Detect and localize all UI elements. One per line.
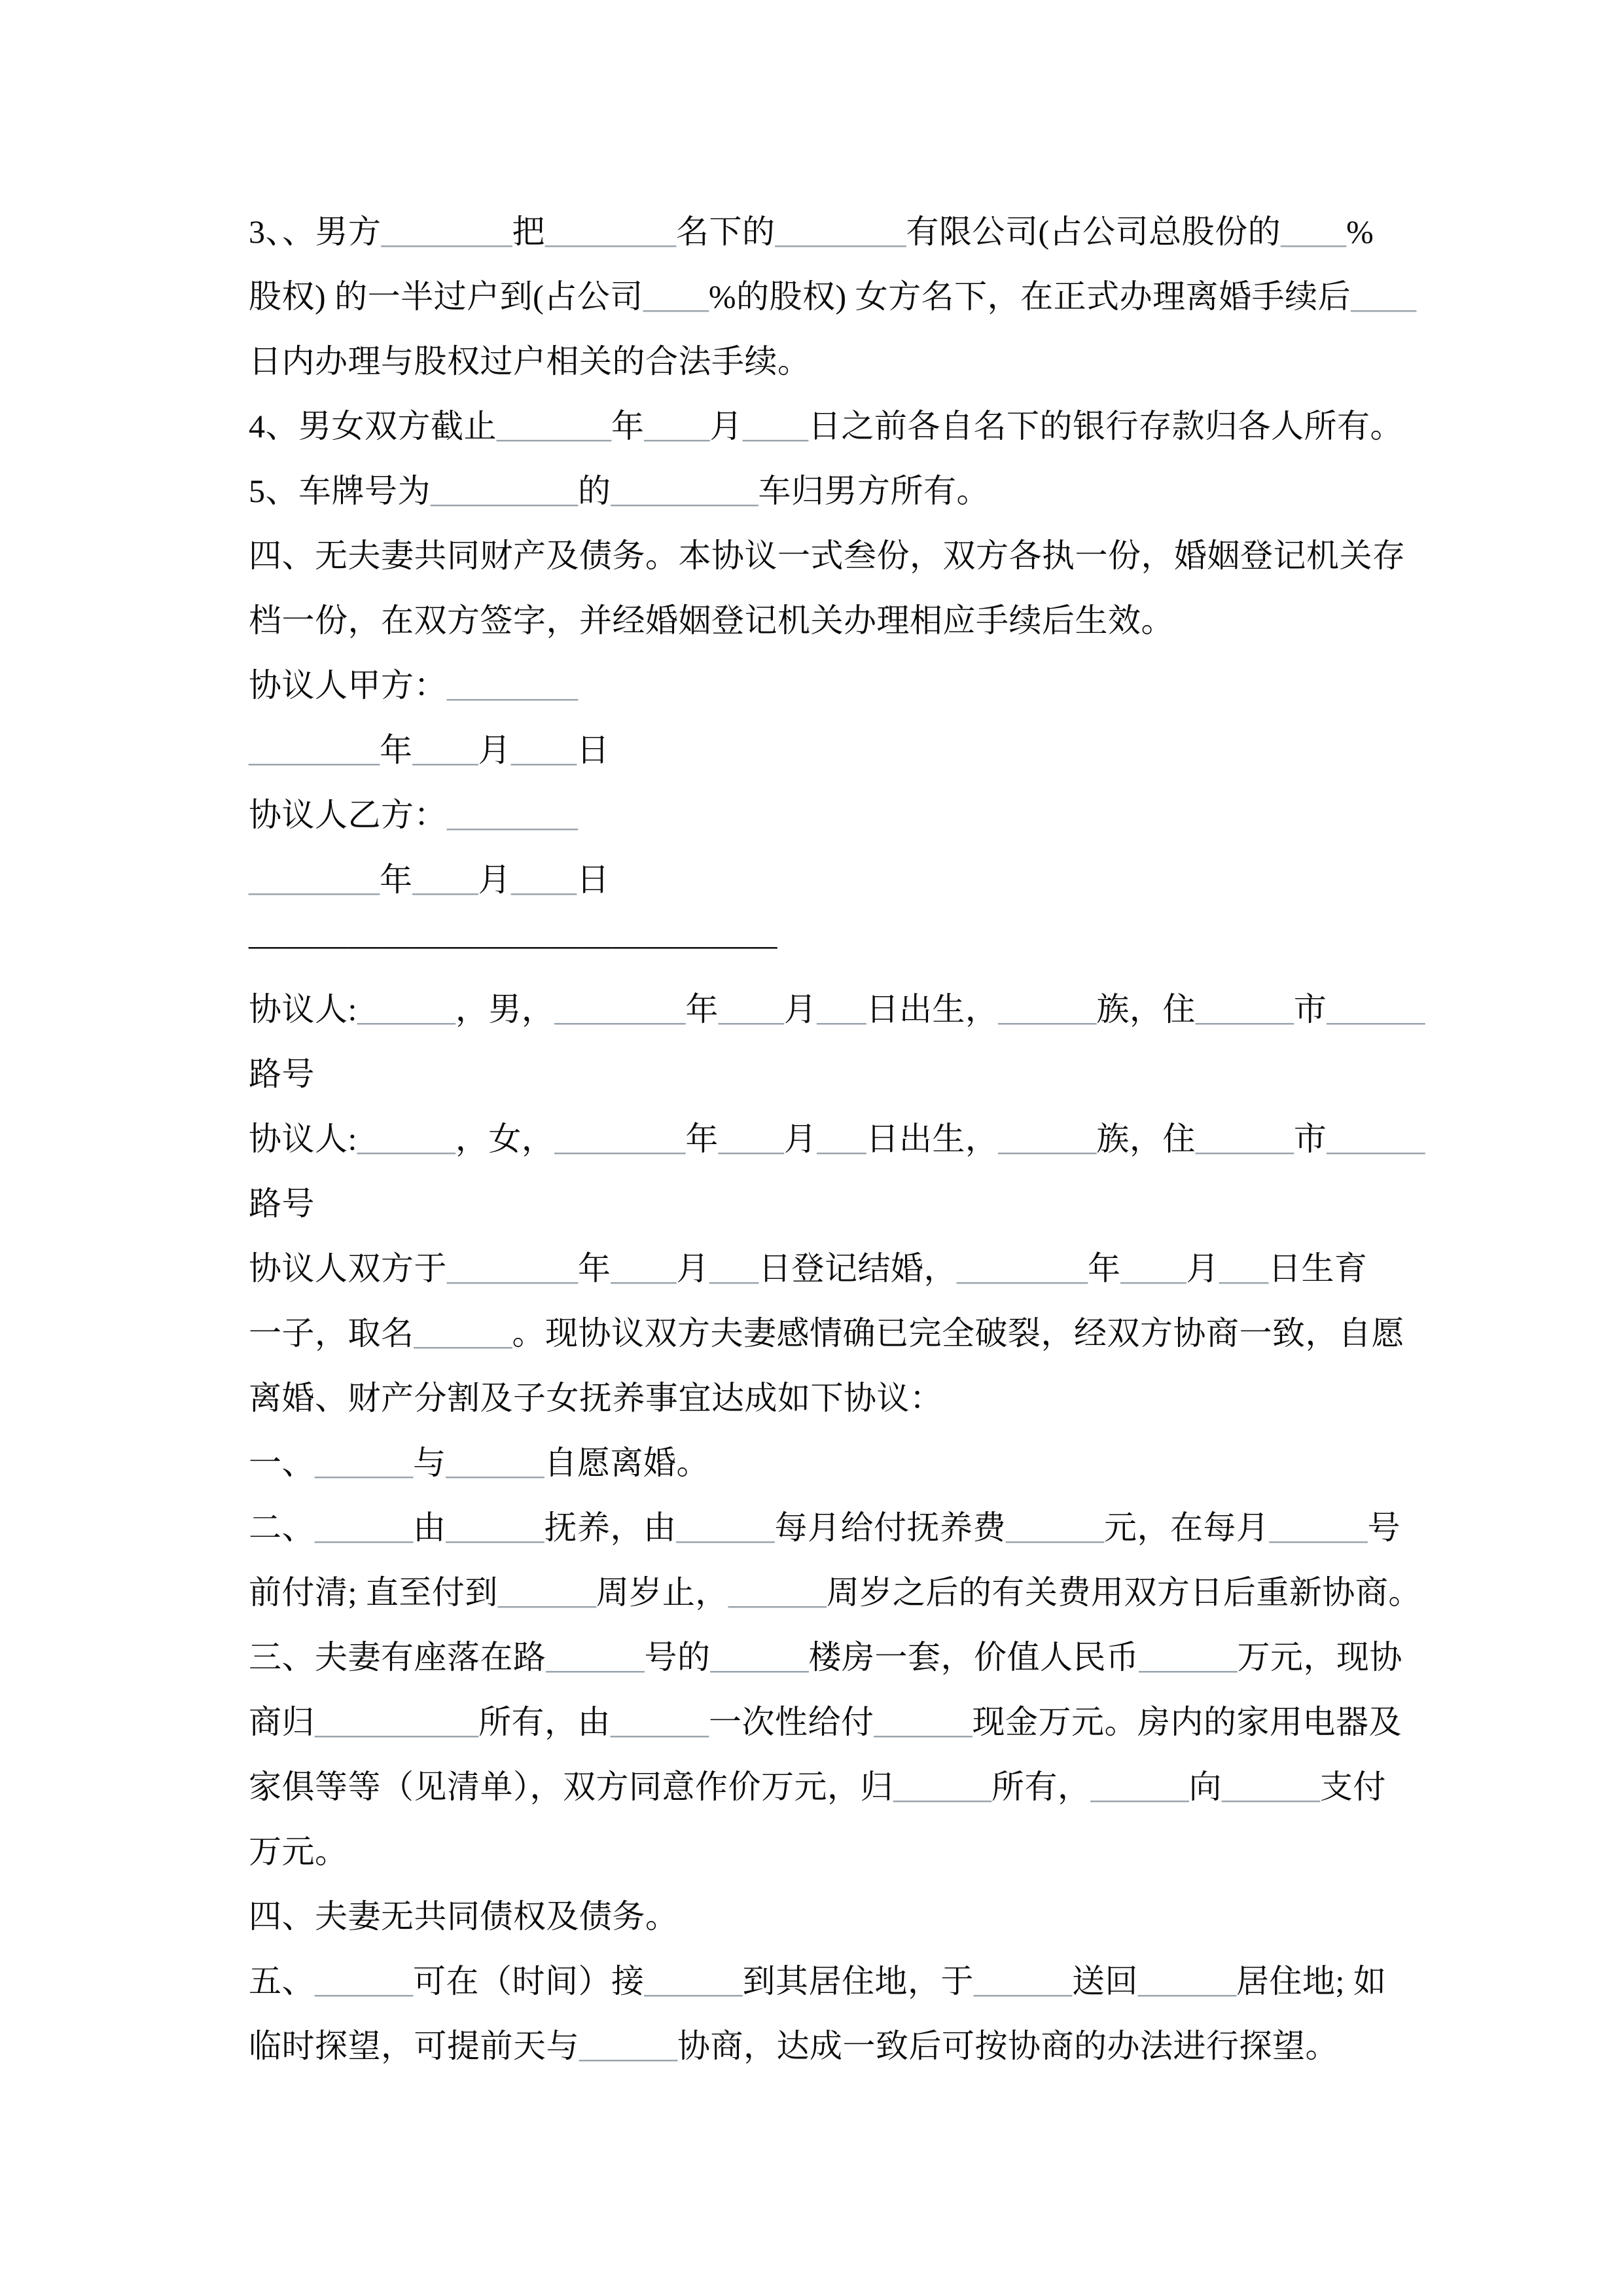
text-segment: 车归男方所有。 <box>758 473 990 509</box>
text-segment: 。现协议双方夫妻感情确已完全破裂，经双方协商一致，自愿 <box>512 1315 1404 1352</box>
text-segment: 日 <box>577 732 610 768</box>
text-segment: 送回 <box>1072 1963 1138 2000</box>
blank-field: ______ <box>1006 1509 1104 1546</box>
text-segment: 协议人双方于 <box>249 1250 447 1287</box>
text-segment: 可在（时间）接 <box>413 1963 645 2000</box>
text-segment: 到其居住地，于 <box>742 1963 974 2000</box>
blank-field: ______ <box>1269 1509 1368 1546</box>
blank-field: ______ <box>728 1574 827 1611</box>
blank-field: ______ <box>1327 991 1425 1028</box>
blank-field: ____ <box>718 991 784 1028</box>
blank-field: ______ <box>414 1315 512 1352</box>
text-segment: 市 <box>1293 991 1327 1028</box>
text-segment: 日出生， <box>866 991 999 1028</box>
doc-line <box>249 1172 1387 1236</box>
blank-field: _________ <box>611 473 758 509</box>
text-segment: 月 <box>1186 1250 1219 1287</box>
text-segment: 四、夫妻无共同债权及债务。 <box>249 1898 679 1935</box>
blank-field: ______ <box>710 1639 809 1676</box>
blank-field: ________ <box>249 861 380 898</box>
doc-line <box>249 200 1387 264</box>
text-segment: 把 <box>512 213 545 250</box>
blank-field: ______ <box>315 1444 413 1481</box>
text-segment: 年 <box>1088 1250 1121 1287</box>
text-segment: 协议人甲方： <box>249 667 447 704</box>
text-segment: 月 <box>676 1250 709 1287</box>
doc-line <box>249 264 1417 329</box>
blank-field: ____ <box>1281 213 1347 250</box>
blank-field: ______ <box>1090 1768 1189 1805</box>
text-segment: 与 <box>413 1444 446 1481</box>
blank-field: ________ <box>447 667 578 704</box>
blank-field: ______ <box>315 1509 413 1546</box>
text-segment: 抚养，由 <box>544 1509 677 1546</box>
text-segment: 三、夫妻有座落在路 <box>249 1639 546 1676</box>
doc-line <box>249 1107 1425 1172</box>
blank-field: ______ <box>446 1509 544 1546</box>
text-segment: 年 <box>578 1250 611 1287</box>
doc-line <box>249 1042 1387 1107</box>
blank-field: ______ <box>446 1444 544 1481</box>
blank-field: ________ <box>447 1250 578 1287</box>
doc-line <box>249 783 1387 848</box>
text-segment: ，男， <box>455 991 555 1028</box>
blank-field: ______ <box>497 1574 596 1611</box>
text-segment: 路号 <box>249 1056 315 1092</box>
blank-field: ______ <box>1139 1639 1238 1676</box>
text-segment: 年 <box>380 732 413 768</box>
text-segment: 月 <box>709 408 743 444</box>
text-segment: 日内办理与股权过户相关的合法手续。 <box>249 343 811 380</box>
blank-field: ______ <box>1195 991 1294 1028</box>
text-segment: 一子，取名 <box>249 1315 414 1352</box>
text-segment: 协议人: <box>249 991 357 1028</box>
text-segment: 月 <box>478 732 511 768</box>
text-segment: 号 <box>1367 1509 1400 1546</box>
doc-line <box>249 1496 1400 1560</box>
doc-line <box>249 1236 1387 1301</box>
blank-field: ____ <box>1351 278 1417 315</box>
blank-field: ______ <box>874 1704 972 1740</box>
blank-field: ___ <box>817 991 866 1028</box>
text-segment: 日出生， <box>866 1121 999 1157</box>
text-segment: %的股权) 女方名下，在正式办理离婚手续后 <box>708 278 1351 315</box>
text-segment: 市 <box>1293 1121 1327 1157</box>
blank-field: ____ <box>643 278 709 315</box>
text-segment: 有限公司(占公司总股份的 <box>906 213 1281 250</box>
text-segment: 名下的 <box>676 213 776 250</box>
blank-field: ______ <box>357 1121 455 1157</box>
doc-line <box>249 1431 1387 1496</box>
blank-field: ________ <box>554 991 686 1028</box>
text-segment: 5、车牌号为 <box>249 473 431 509</box>
blank-field: ________ <box>957 1250 1088 1287</box>
text-segment: 万元，现协 <box>1237 1639 1402 1676</box>
text-segment: 年 <box>380 861 413 898</box>
doc-line <box>249 1820 1387 1884</box>
text-segment: ———————————————— <box>249 926 777 963</box>
doc-line <box>249 912 1387 977</box>
blank-field: ______ <box>1222 1768 1320 1805</box>
blank-field: ____ <box>511 732 577 768</box>
text-segment: 向 <box>1188 1768 1222 1805</box>
blank-field: ___ <box>709 1250 758 1287</box>
text-segment: 年 <box>685 1121 719 1157</box>
doc-line <box>249 977 1425 1042</box>
text-segment: 所有， <box>991 1768 1091 1805</box>
text-segment: 日 <box>577 861 610 898</box>
text-segment: 月 <box>783 1121 817 1157</box>
blank-field: ________ <box>249 732 380 768</box>
doc-line <box>249 1949 1387 2014</box>
text-segment: 年 <box>685 991 719 1028</box>
blank-field: ______ <box>1195 1121 1294 1157</box>
blank-field: ____ <box>1120 1250 1186 1287</box>
doc-line <box>249 1625 1402 1690</box>
blank-field: ______ <box>1138 1963 1236 2000</box>
blank-field: ________ <box>775 213 906 250</box>
text-segment: 楼房一套，价值人民币 <box>808 1639 1139 1676</box>
blank-field: ______ <box>315 1963 413 2000</box>
doc-line <box>249 1560 1421 1625</box>
blank-field: ______ <box>676 1509 775 1546</box>
text-segment: 一次性给付 <box>709 1704 874 1740</box>
text-segment: 年 <box>611 408 645 444</box>
blank-field: ______ <box>1327 1121 1425 1157</box>
text-segment: 协商，达成一致后可按协商的办法进行探望。 <box>677 2028 1338 2064</box>
text-segment: 离婚、财产分割及子女抚养事宜达成如下协议： <box>249 1380 943 1416</box>
text-segment: % <box>1346 213 1374 250</box>
blank-field: ______ <box>357 991 455 1028</box>
text-segment: 的 <box>578 473 611 509</box>
text-segment: 现金万元。房内的家用电器及 <box>972 1704 1402 1740</box>
text-segment: 家俱等等（见清单），双方同意作价万元，归 <box>249 1768 893 1805</box>
doc-line <box>249 1690 1402 1755</box>
doc-line <box>249 718 1387 783</box>
text-segment: 商归 <box>249 1704 315 1740</box>
text-segment: 二、 <box>249 1509 315 1546</box>
text-segment: 月 <box>478 861 511 898</box>
text-segment: 月 <box>783 991 817 1028</box>
text-segment: 路号 <box>249 1185 315 1222</box>
text-segment: 前付清; 直至付到 <box>249 1574 498 1611</box>
blank-field: ______ <box>974 1963 1072 2000</box>
text-segment: 临时探望，可提前天与 <box>249 2028 579 2064</box>
doc-line <box>249 329 1387 394</box>
text-segment: 日之前各自名下的银行存款归各人所有。 <box>808 408 1403 444</box>
doc-line <box>249 1755 1387 1820</box>
blank-field: ____ <box>412 861 478 898</box>
blank-field: ______ <box>611 1704 709 1740</box>
doc-line <box>249 524 1406 588</box>
doc-line <box>249 588 1387 653</box>
text-segment: 元，在每月 <box>1104 1509 1270 1546</box>
blank-field: ____ <box>743 408 808 444</box>
blank-field: ___ <box>817 1121 866 1157</box>
text-segment: 自愿离婚。 <box>544 1444 709 1481</box>
text-segment: 档一份，在双方签字，并经婚姻登记机关办理相应手续后生效。 <box>249 602 1174 639</box>
text-segment: 周岁之后的有关费用双方日后重新协商。 <box>826 1574 1421 1611</box>
text-segment: 股权) 的一半过户到(占公司 <box>249 278 643 315</box>
text-segment: 协议人: <box>249 1121 357 1157</box>
text-segment: 万元。 <box>249 1833 348 1870</box>
blank-field: __________ <box>315 1704 478 1740</box>
text-segment: 四、无夫妻共同财产及债务。本协议一式叁份，双方各执一份，婚姻登记机关存 <box>249 537 1406 574</box>
text-segment: 族，住 <box>1096 1121 1196 1157</box>
blank-field: ____ <box>644 408 710 444</box>
blank-field: ______ <box>893 1768 991 1805</box>
text-segment: 所有，由 <box>478 1704 611 1740</box>
document-body <box>249 200 1425 2079</box>
text-segment: 每月给付抚养费 <box>774 1509 1006 1546</box>
blank-field: ________ <box>381 213 512 250</box>
text-segment: 号的 <box>644 1639 711 1676</box>
text-segment: 3、、男方 <box>249 213 382 250</box>
doc-line <box>249 848 1387 912</box>
blank-field: ________ <box>545 213 676 250</box>
text-segment: ，女， <box>455 1121 555 1157</box>
text-segment: 日生育 <box>1268 1250 1368 1287</box>
text-segment: 一、 <box>249 1444 315 1481</box>
doc-line <box>249 2014 1387 2079</box>
blank-field: ________ <box>447 797 578 833</box>
text-segment: 日登记结婚， <box>758 1250 957 1287</box>
text-segment: 五、 <box>249 1963 315 2000</box>
blank-field: ____ <box>412 732 478 768</box>
blank-field: ________ <box>554 1121 686 1157</box>
blank-field: ___ <box>1219 1250 1268 1287</box>
blank-field: ____ <box>611 1250 677 1287</box>
doc-line <box>249 1884 1387 1949</box>
blank-field: ____ <box>511 861 577 898</box>
blank-field: _______ <box>497 408 611 444</box>
blank-field: ______ <box>998 991 1097 1028</box>
doc-line <box>249 394 1403 459</box>
text-segment: 居住地; 如 <box>1236 1963 1387 2000</box>
text-segment: 协议人乙方： <box>249 797 447 833</box>
blank-field: ______ <box>644 1963 743 2000</box>
doc-line <box>249 1301 1404 1366</box>
blank-field: ______ <box>546 1639 645 1676</box>
doc-line <box>249 653 1387 718</box>
text-segment: 由 <box>413 1509 446 1546</box>
text-segment: 周岁止， <box>596 1574 728 1611</box>
doc-line <box>249 459 1387 524</box>
blank-field: ______ <box>579 2028 677 2064</box>
text-segment: 族，住 <box>1096 991 1196 1028</box>
doc-line <box>249 1366 1387 1431</box>
blank-field: ______ <box>998 1121 1097 1157</box>
text-segment: 4、男女双方截止 <box>249 408 497 444</box>
blank-field: _________ <box>431 473 578 509</box>
text-segment: 支付 <box>1320 1768 1386 1805</box>
blank-field: ____ <box>718 1121 784 1157</box>
